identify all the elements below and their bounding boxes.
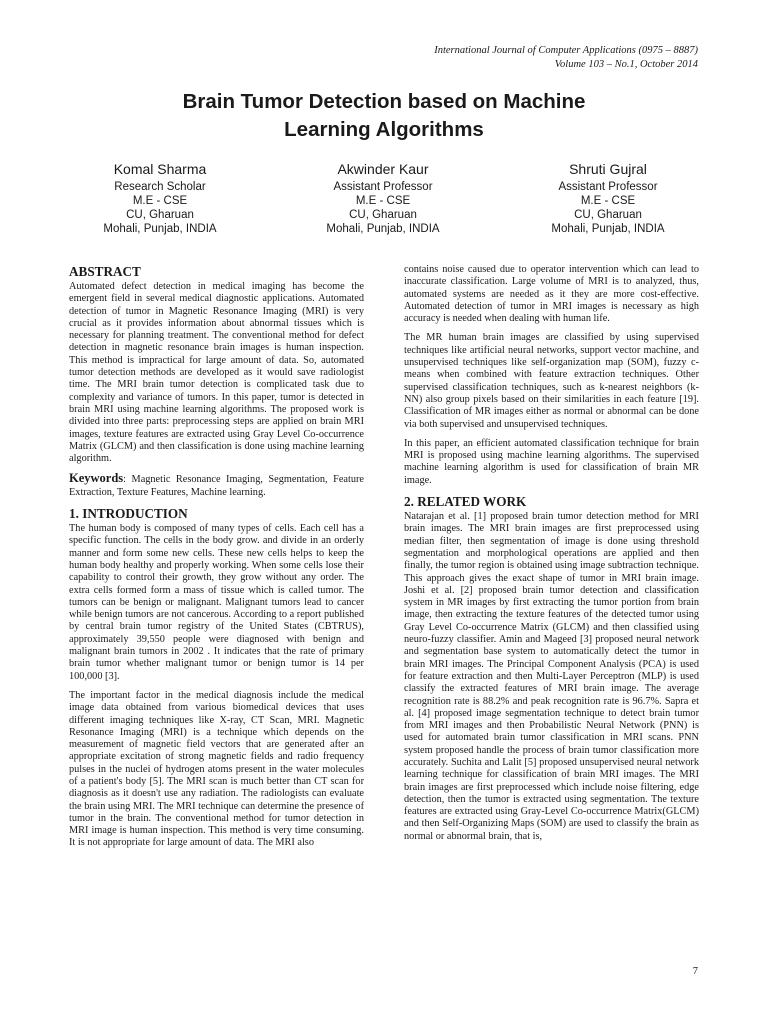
author-location: Mohali, Punjab, INDIA [551, 223, 665, 235]
abstract-text: Automated defect detection in medical imaging has become the emergent field in several medical diagnostic applications. Automated detection of tumor in Magnetic Resonance Imaging (MRI) is very crucial as it provides information about abnormal tissues which is necessary for planning treatment. The conventional method for defect detection in magnetic resonance brain images is human inspection. This method is impractical for large amount of data. So, automated tumor detection methods are developed as it would save radiologist time. The MRI brain tumor detection is complicated task due to complexity and variance of tumors. In this paper, tumor is detected in brain MRI using machine learning algorithms. The proposed work is divided into three parts: preprocessing steps are applied on brain MRI images, texture features are extracted using Gray Level Co-occurrence Matrix (GLCM) and then classification is done using machine learning algorithm. [69, 281, 364, 465]
author-role: Research Scholar [114, 181, 206, 193]
author-name: Akwinder Kaur [337, 161, 429, 177]
author-name: Shruti Gujral [569, 161, 647, 177]
journal-header [434, 44, 698, 72]
author-3 [508, 160, 708, 236]
keywords [69, 472, 364, 499]
journal-name: International Journal of Computer Applications (0975 – 8887) [434, 45, 698, 56]
keywords-label: Keywords [69, 471, 124, 486]
author-university: CU, Gharuan [574, 209, 642, 221]
author-dept: M.E - CSE [355, 195, 411, 207]
author-2 [283, 160, 483, 236]
related-work-text: Natarajan et al. [1] proposed brain tumor detection method for MRI brain images. The MRI brain images are first preprocessed using median filter, then segmentation of image is done using threshold segmentation and morphological operations are applied and then finally, the tumor region is obtained using image subtraction technique. This approach gives the exact shape of tumor in MRI brain image. Joshi et al. [2] proposed brain tumor detection and classification system in MR images by first extracting the tumor portion from brain image, then extracting the texture features of the detected tumor using Gray Level Co-occurrence Matrix (GLCM) and then classified using neuro-fuzzy classifier. Amin and Mageed [3] proposed neural network and segmentation base system to automatically detect the tumor in brain MRI images. The Principal Component Analysis (PCA) is used for feature extraction and then Multi-Layer Perceptron (MLP) is used classify the extracted features of MRI brain image. The average recognition rate is 88.2% and peak recognition rate is 96.7%. Sapra et al. [4] proposed image segmentation technique to detect brain tumor from MRI images and then Probabilistic Neural Network (PNN) is used for automated brain tumor classification in MRI scans. PNN system proposed handle the process of brain tumor classification more accurately. Suchita and Lalit [5] proposed unsupervised neural network learning technique for classification of brain MRI images. The MRI brain images are first preprocessed which include noise filtering, edge detection, then the tumor is extracted using segmentation. The texture features are extracted using Gray-Level Co-occurrence Matrix(GLCM) and then Self-Organizing Maps (SOM) are used to classify the brain as normal or abnormal brain, that is, [404, 511, 699, 842]
introduction-paragraph-1: The human body is composed of many types of cells. Each cell has a specific function. The cells in the body grow. and divide in an orderly manner and form some new cells. These new cells helps to keep the human body healthy and properly working. When some cells lose their capability to control their growth, they grow without any order. The extra cells formed form a mass of tissue which is called tumor. The tumors can be benign or malignant. Malignant tumors lead to cancer while benign tumors are not cancerous. According to a report published by central brain tumor registry of the United States (CBTRUS), approximately 39,550 people were diagnosed with benign and malignant brain tumors in 2002 . It indicates that the rate of primary brain tumor whether malignant tumor or benign tumor is 14 per 100,000 [3]. [69, 523, 364, 682]
author-role: Assistant Professor [333, 181, 433, 193]
author-location: Mohali, Punjab, INDIA [103, 223, 217, 235]
author-dept: M.E - CSE [580, 195, 636, 207]
proposal-paragraph: In this paper, an efficient automated classification technique for brain MRI is proposed using machine learning algorithms. The supervised machine learning algorithm is used for classification of brain MR image. [404, 437, 699, 486]
journal-volume: Volume 103 – No.1, October 2014 [554, 59, 698, 70]
author-university: CU, Gharuan [126, 209, 194, 221]
author-university: CU, Gharuan [349, 209, 417, 221]
keywords-text: : Magnetic Resonance Imaging, Segmentation, Feature Extraction, Texture Features, Machine learning. [69, 474, 364, 498]
page-number: 7 [692, 966, 698, 977]
related-work-heading: 2. RELATED WORK [404, 494, 527, 510]
title-line-2: Learning Algorithms [284, 118, 484, 141]
author-name: Komal Sharma [113, 161, 207, 177]
title-line-1: Brain Tumor Detection based on Machine [182, 90, 586, 113]
author-block [60, 160, 720, 240]
author-role: Assistant Professor [558, 181, 658, 193]
left-column [69, 264, 364, 857]
author-location: Mohali, Punjab, INDIA [326, 223, 440, 235]
paper-title [0, 88, 768, 144]
author-dept: M.E - CSE [132, 195, 188, 207]
right-column [404, 264, 699, 850]
intro-continued-paragraph: contains noise caused due to operator intervention which can lead to inaccurate classification. Large volume of MRI is to analyzed, thus, automated systems are needed as it they are more cost-effective. Automated detection of tumor in MRI images is necessary as high accuracy is needed when dealing with human life. [404, 264, 699, 325]
abstract-heading: ABSTRACT [69, 264, 141, 279]
author-1 [60, 160, 260, 236]
introduction-heading: 1. INTRODUCTION [69, 506, 188, 522]
introduction-paragraph-2: The important factor in the medical diagnosis include the medical image data obtained from various biomedical devices that uses different imaging techniques like X-ray, CT Scan, MRI. Magnetic Resonance Imaging (MRI) is a technique which depends on the measurement of magnetic field vectors that are generated after an appropriate excitation of strong magnetic fields and radio frequency pulses in the nuclei of hydrogen atoms present in the water molecules of a patient's body [5]. The MRI scan is much better than CT scan for diagnosis as it doesn't use any radiation. The radiologists can evaluate the brain using MRI. The MRI technique can determine the presence of tumor in the brain. The conventional method for tumor detection in MRI image is human inspection. This method is very time consuming. It is not appropriate for large amount of data. The MRI also [69, 689, 364, 849]
classification-paragraph: The MR human brain images are classified by using supervised techniques like artificial neural networks, support vector machine, and unsupervised techniques like self-organization map (SOM), fuzzy c-means when combined with feature extraction techniques. Other supervised classification techniques, such as k-nearest neighbors (k-NN) also group pixels based on their similarities in each feature [19]. Classification of MR images either as normal or abnormal can be done via both supervised and unsupervised techniques. [404, 332, 699, 430]
